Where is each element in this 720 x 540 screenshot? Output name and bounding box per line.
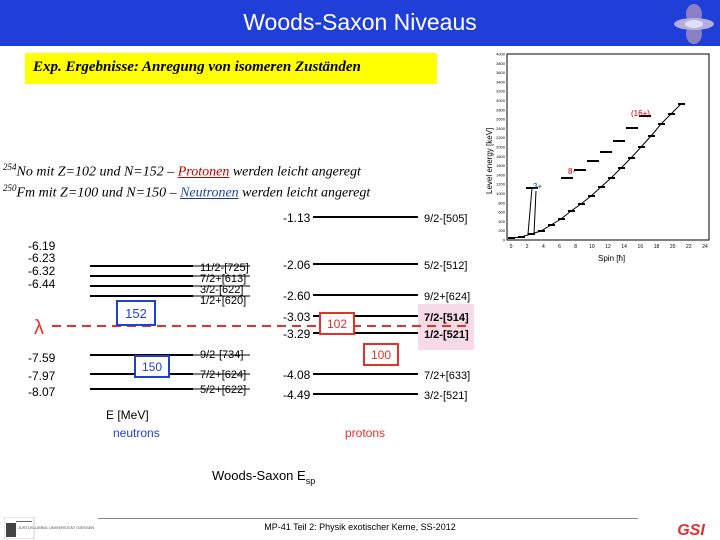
- label-16plus: (16+): [631, 109, 650, 118]
- yrast-ytick-label: 1600: [496, 163, 505, 169]
- yrast-ytick-label: 1200: [496, 181, 505, 187]
- neutron-state-4: 1/2+[620]: [200, 295, 247, 307]
- yrast-xtick-label: 16: [637, 244, 644, 250]
- protons-label: protons: [345, 426, 386, 440]
- yrast-ytick-label: 0: [502, 237, 505, 243]
- footer-rule: [98, 518, 638, 519]
- yrast-ytick-label: 600: [498, 209, 505, 215]
- yrast-ytick-label: 3200: [496, 88, 505, 94]
- yrast-ylabel: Level energy [keV]: [485, 127, 494, 194]
- yrast-ytick-label: 4000: [496, 51, 505, 57]
- yrast-ytick-label: 2400: [496, 125, 505, 131]
- yrast-xtick-label: 4: [541, 244, 545, 250]
- label-8minus: 8-: [568, 167, 576, 176]
- fm-text-pre: Fm mit Z=100 und N=150 –: [16, 185, 181, 201]
- yrast-xtick-label: 18: [653, 244, 660, 250]
- fm-text-post: werden leicht angeregt: [238, 185, 371, 201]
- orbital-logo-icon: [672, 2, 716, 46]
- no-text-pre: No mit Z=102 und N=152 –: [16, 164, 178, 180]
- neutrons-word: Neutronen: [180, 185, 239, 201]
- neutrons-label: neutrons: [113, 426, 160, 440]
- yrast-xlabel: Spin [ħ]: [598, 254, 626, 263]
- proton-state-1: 9/2-[505]: [424, 213, 468, 225]
- yrast-plot: [484, 44, 716, 266]
- results-banner: [25, 53, 437, 84]
- yrast-ytick-label: 800: [498, 200, 505, 206]
- yrast-xtick-label: 22: [686, 244, 692, 250]
- gap-152-label: 152: [125, 306, 147, 321]
- yrast-xtick-label: 8: [574, 244, 578, 250]
- proton-state-6: 7/2+[633]: [424, 370, 471, 382]
- yrast-y-ticks: [496, 52, 506, 243]
- yrast-ytick-label: 2200: [496, 135, 505, 141]
- proton-energy-4: -3.03: [283, 310, 311, 324]
- yrast-ytick-label: 2600: [496, 116, 505, 122]
- neutron-state-7: 5/2+[622]: [200, 384, 247, 396]
- yrast-plot-frame: [507, 54, 709, 240]
- neutron-energy-7: -8.07: [28, 385, 56, 399]
- yrast-ytick-label: 3600: [496, 70, 505, 76]
- proton-state-2: 5/2-[512]: [424, 260, 468, 272]
- slide-title: Woods-Saxon Niveaus: [243, 9, 477, 35]
- label-3plus: 3+: [533, 182, 543, 191]
- yrast-xtick-label: 10: [589, 244, 595, 250]
- proton-energy-6: -4.08: [283, 368, 311, 382]
- neutron-energy-6: -7.97: [28, 369, 56, 383]
- neutron-state-6: 7/2+[624]: [200, 369, 247, 381]
- yrast-xtick-label: 20: [669, 244, 676, 250]
- proton-state-3: 9/2+[624]: [424, 291, 471, 303]
- woods-saxon-diagram: [0, 200, 500, 495]
- university-logo-icon: [4, 517, 104, 539]
- yrast-ytick-label: 1800: [496, 153, 505, 159]
- yrast-ytick-label: 1400: [496, 172, 505, 178]
- yrast-x-ticks: [510, 244, 708, 250]
- protons-word: Protonen: [177, 164, 230, 180]
- yrast-xtick-label: 14: [621, 244, 627, 250]
- nobelium-statement: [3, 162, 361, 181]
- fm-mass-number: 250: [3, 183, 17, 193]
- neutron-state-1: 11/2-[725]: [200, 262, 249, 274]
- neutron-state-5: 9/2-[734]: [200, 349, 244, 361]
- results-heading: Exp. Ergebnisse: Anregung von isomeren Zuständen: [33, 59, 361, 75]
- yrast-ytick-label: 400: [498, 218, 505, 224]
- gsi-logo-text: GSI: [677, 522, 705, 538]
- gap-100-label: 100: [370, 348, 392, 362]
- footer-text: MP-41 Teil 2: Physik exotischer Kerne, SS-2012: [264, 522, 456, 532]
- yrast-xtick-label: 24: [702, 244, 708, 250]
- neutron-state-2: 7/2+[613]: [200, 273, 247, 285]
- no-mass-number: 254: [3, 162, 17, 172]
- ws-subscript: sp: [305, 476, 316, 486]
- neutron-energy-5: -7.59: [28, 351, 56, 365]
- fermi-lambda: λ: [34, 317, 44, 339]
- yrast-ytick-label: 3400: [496, 79, 505, 85]
- yrast-xtick-label: 12: [605, 244, 611, 250]
- proton-state-7: 3/2-[521]: [424, 390, 468, 402]
- proton-energy-2: -2.06: [283, 258, 311, 272]
- fermium-statement: [3, 183, 370, 202]
- ws-main: Woods-Saxon E: [212, 468, 306, 483]
- woods-saxon-label: [212, 468, 315, 486]
- yrast-ytick-label: 3800: [496, 60, 505, 66]
- yrast-xtick-label: 2: [525, 244, 529, 250]
- proton-energy-5: -3.29: [283, 327, 311, 341]
- neutron-energy-2: -6.23: [28, 251, 56, 265]
- proton-energy-3: -2.60: [283, 289, 311, 303]
- footer: [0, 518, 720, 540]
- yrast-xtick-label: 6: [558, 244, 561, 250]
- yrast-ytick-label: 1000: [496, 191, 505, 196]
- gsi-logo-icon: [664, 520, 718, 538]
- title-bar: [0, 0, 720, 46]
- proton-state-4: 7/2-[514]: [424, 312, 469, 324]
- yrast-ytick-label: 200: [498, 228, 505, 234]
- proton-energy-7: -4.49: [283, 388, 311, 402]
- neutron-energy-1: -6.19: [28, 239, 56, 253]
- neutron-energy-3: -6.32: [28, 264, 56, 278]
- yrast-ytick-label: 2000: [496, 144, 505, 150]
- neutron-state-3: 3/2-[622]: [200, 284, 244, 296]
- proton-state-5: 1/2-[521]: [424, 329, 469, 341]
- energy-axis-label: E [MeV]: [106, 408, 149, 422]
- no-text-post: werden leicht angeregt: [229, 164, 361, 180]
- uni-logo-text: JUSTUS-LIEBIG UNIVERSITÄT GIESSEN: [18, 525, 95, 530]
- gap-102-label: 102: [326, 317, 348, 331]
- proton-energy-1: -1.13: [283, 211, 311, 225]
- yrast-xtick-label: 0: [509, 244, 513, 250]
- gap-150-label: 150: [141, 360, 163, 374]
- neutron-energy-4: -6.44: [28, 277, 56, 291]
- yrast-ytick-label: 3000: [496, 98, 505, 103]
- yrast-ytick-label: 2800: [496, 107, 505, 113]
